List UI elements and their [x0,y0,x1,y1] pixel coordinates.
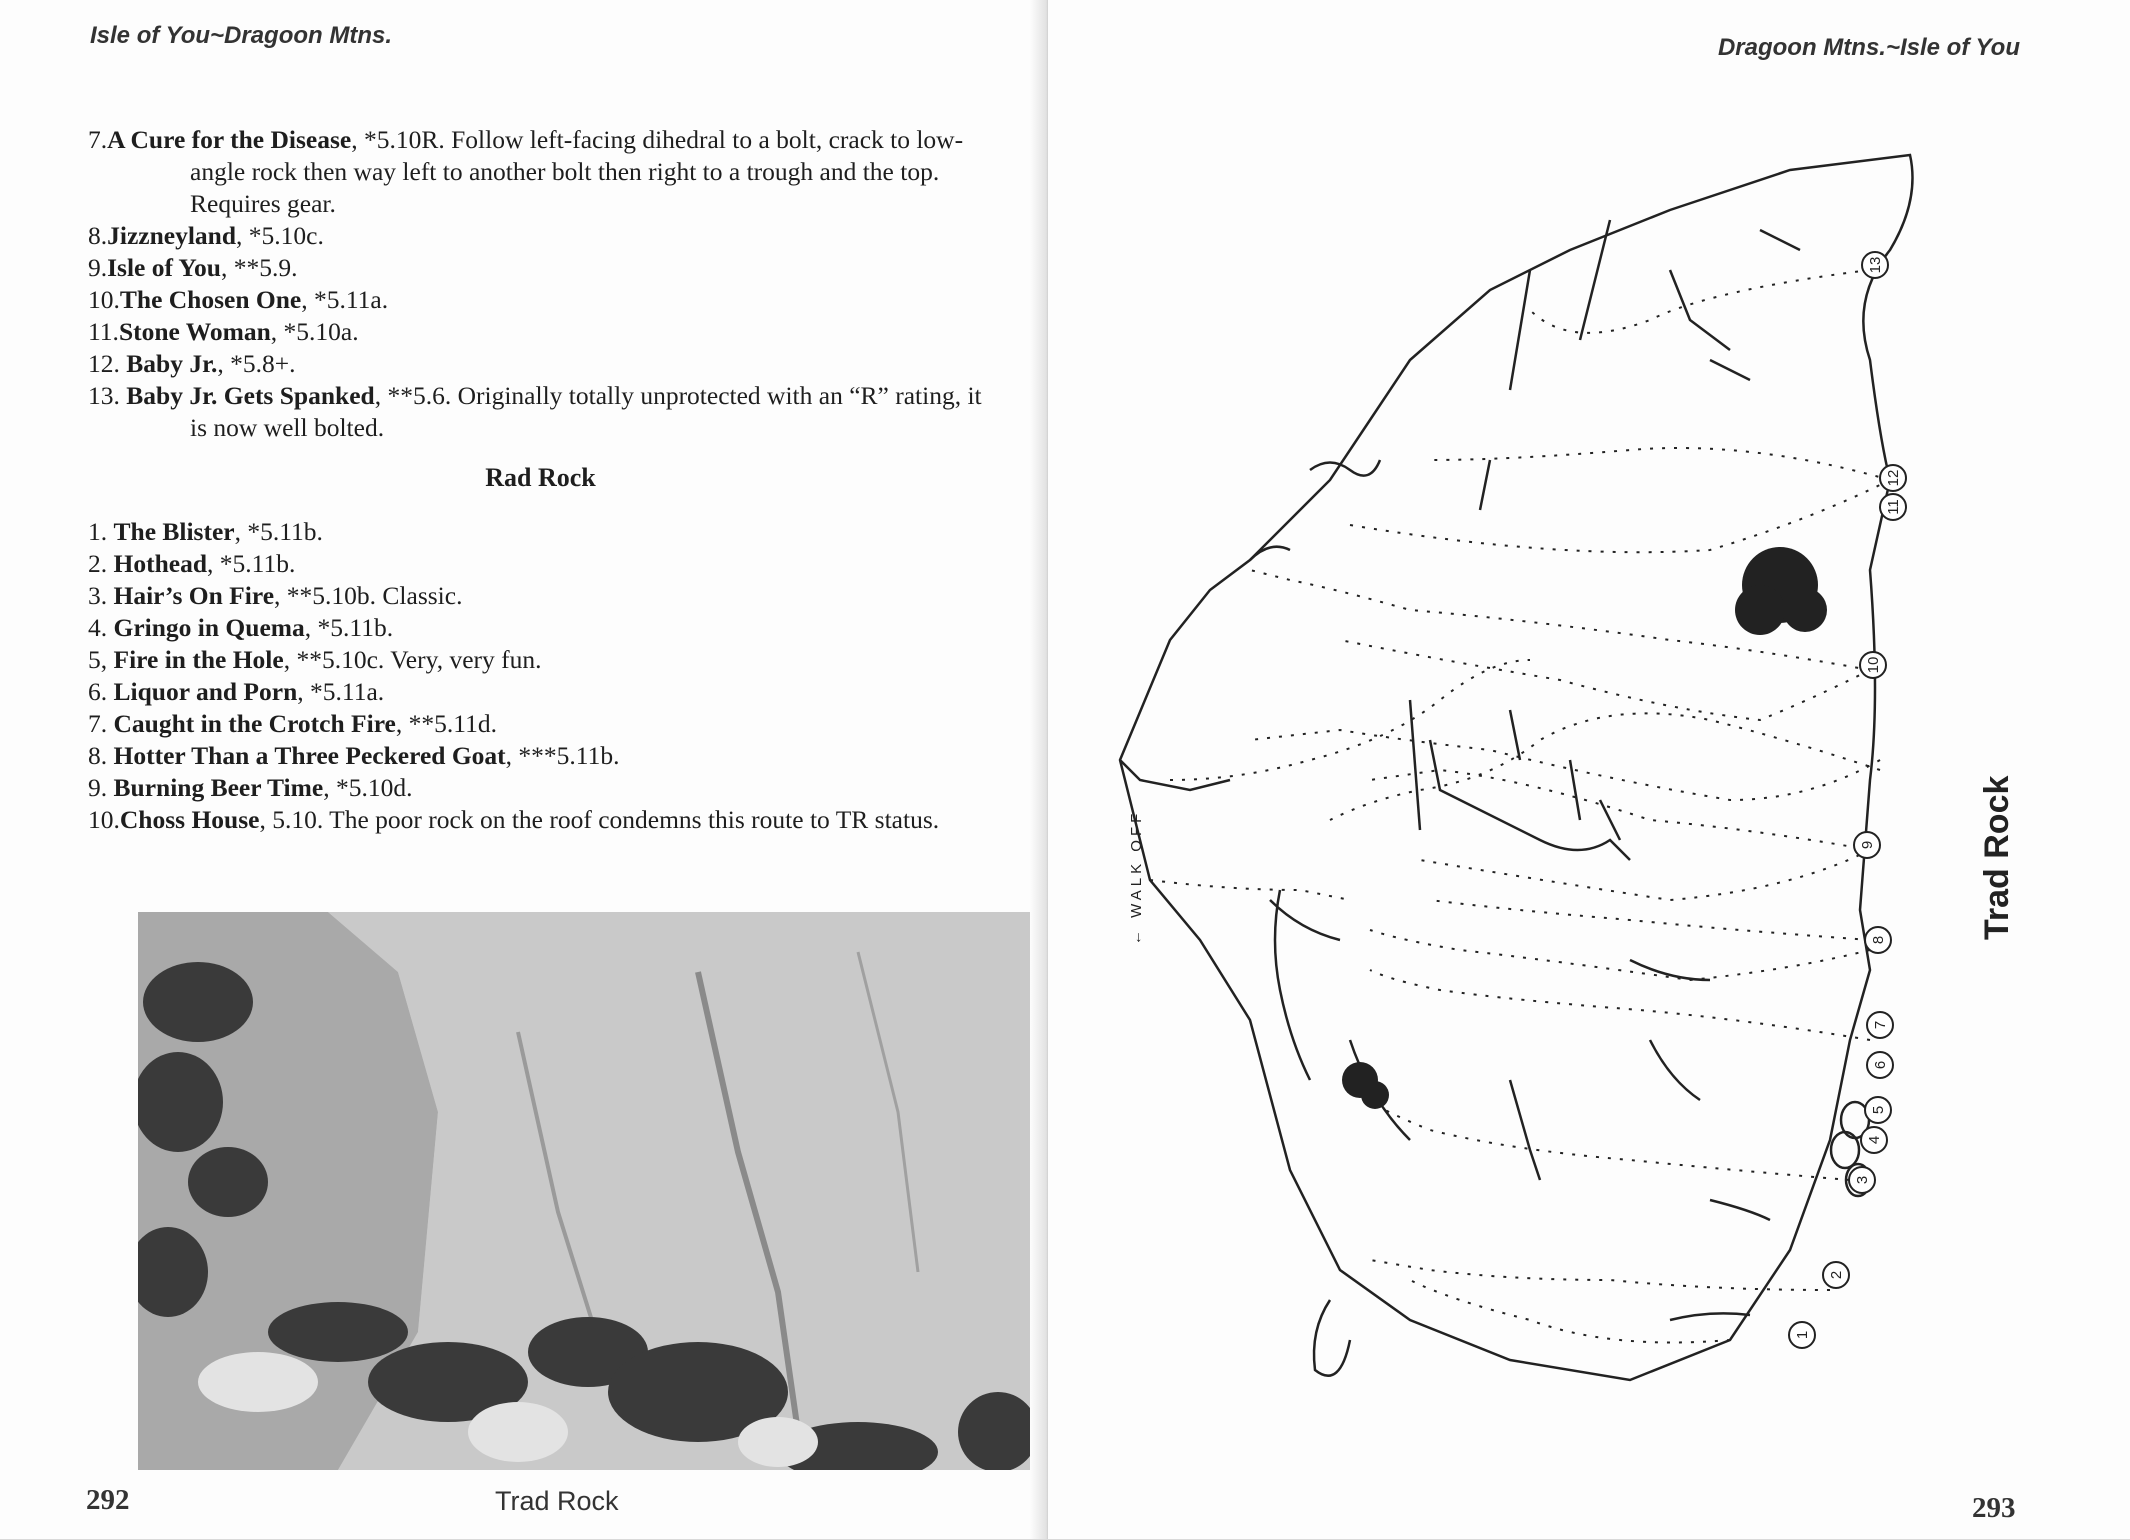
route-name: Jizzneyland [107,221,237,250]
route-number: 7. [88,709,114,738]
route-name: Hotter Than a Three Peckered Goat [113,741,506,770]
route-number: 5, [88,645,114,674]
route-entry [88,516,993,548]
route-topo-diagram [1110,140,2110,1540]
route-list-isle [88,124,993,444]
route-entry [88,548,993,580]
route-marker-8 [1865,927,1891,953]
route-name: The Blister [113,517,235,546]
route-entry [88,612,993,644]
section-heading: Rad Rock [485,463,596,492]
route-name: Fire in the Hole [113,645,284,674]
route-marker-7 [1867,1012,1893,1038]
route-entry [88,644,993,676]
route-number: 13. [88,381,127,410]
route-entry [88,676,993,708]
route-marker-10 [1860,652,1886,678]
route-description: , *5.10R. Follow left-facing dihedral to a bolt, crack to low- angle rock then way left to another bolt then right to a trough and the top. Requires gear. [190,125,964,218]
route-description: , *5.10d. [323,773,413,802]
route-name: Liquor and Porn [113,677,298,706]
page-number-left: 292 [86,1484,130,1516]
walk-off-label [1128,810,1145,945]
route-name: A Cure for the Disease [107,125,352,154]
photo-caption: Trad Rock [495,1486,619,1516]
route-marker-label: 11 [1885,499,1902,515]
route-marker-label: 12 [1885,469,1902,487]
route-marker-label: 2 [1828,1270,1845,1280]
route-number: 10. [88,805,120,834]
route-description: , **5.10c. Very, very fun. [283,645,542,674]
route-description: , 5.10. The poor rock on the roof condemns this route to TR status. [259,805,940,834]
route-marker-5 [1865,1097,1891,1123]
route-description: , *5.11a. [301,285,389,314]
route-description: , **5.6. Originally totally unprotected with an “R” rating, it is now well bolted. [190,381,982,442]
route-marker-label: 9 [1859,840,1876,850]
route-description: , *5.11b. [234,517,323,546]
route-description: , *5.11b. [207,549,296,578]
route-text [88,124,993,836]
route-number: 1. [88,517,114,546]
route-marker-label: 7 [1872,1020,1889,1030]
route-name: Hair’s On Fire [113,581,275,610]
route-name: Choss House [119,805,260,834]
route-entry [88,316,993,348]
route-name: Stone Woman [118,317,271,346]
route-name: The Chosen One [119,285,302,314]
route-marker-13 [1862,252,1888,278]
route-entry [88,804,993,836]
left-running-head: Isle of You~Dragoon Mtns. [90,22,393,49]
route-entry [88,380,993,444]
route-marker-label: 5 [1870,1105,1887,1115]
route-marker-11 [1880,494,1906,520]
left-page [0,0,1044,1539]
route-marker-2 [1823,1262,1849,1288]
route-marker-9 [1854,832,1880,858]
route-entry [88,708,993,740]
walk-off-arrow: ← [1128,917,1145,945]
route-number: 4. [88,613,114,642]
route-entry [88,348,993,380]
route-description: , **5.11d. [395,709,497,738]
route-description: , *5.8+. [217,349,296,378]
route-marker-label: 1 [1794,1330,1811,1340]
route-description: , *5.11b. [304,613,394,642]
trad-rock-photo [138,912,1030,1470]
route-name: Baby Jr. Gets Spanked [126,381,375,410]
topo-title: Trad Rock [1978,775,2016,940]
route-entry [88,124,993,220]
walk-off-text: WALK OFF [1128,809,1145,918]
route-marker-label: 10 [1865,656,1882,674]
route-name: Burning Beer Time [113,773,324,802]
route-name: Caught in the Crotch Fire [113,709,396,738]
route-number: 11. [88,317,119,346]
route-description: , *5.10a. [270,317,359,346]
route-description: , *5.11a. [297,677,385,706]
route-marker-4 [1861,1127,1887,1153]
route-number: 7. [88,125,108,154]
page-number-right: 293 [1972,1492,2016,1524]
route-marker-label: 13 [1867,256,1884,274]
route-marker-6 [1867,1052,1893,1078]
route-entry [88,772,993,804]
route-marker-1 [1789,1322,1815,1348]
route-description: , ***5.11b. [505,741,620,770]
route-number: 2. [88,549,114,578]
route-entry [88,220,993,252]
route-description: , *5.10c. [236,221,324,250]
route-name: Gringo in Quema [113,613,305,642]
route-name: Isle of You [107,253,221,282]
route-name: Hothead [113,549,208,578]
route-number: 3. [88,581,114,610]
route-marker-12 [1880,465,1906,491]
route-list-rad-rock [88,516,993,836]
right-running-head: Dragoon Mtns.~Isle of You [1717,34,2020,61]
route-entry [88,252,993,284]
cliff-photo-image [138,912,1030,1470]
route-entry [88,284,993,316]
route-entry [88,740,993,772]
route-description: , **5.9. [220,253,298,282]
route-marker-label: 8 [1870,935,1887,945]
route-number: 6. [88,677,114,706]
route-marker-label: 3 [1854,1175,1871,1185]
route-description: , **5.10b. Classic. [274,581,463,610]
route-number: 12. [88,349,127,378]
route-name: Baby Jr. [126,349,218,378]
route-number: 10. [88,285,120,314]
route-marker-label: 4 [1866,1135,1883,1145]
route-number: 9. [88,253,108,282]
route-number: 8. [88,741,114,770]
route-marker-3 [1849,1167,1875,1193]
route-entry [88,580,993,612]
route-marker-label: 6 [1872,1060,1889,1070]
route-number: 9. [88,773,114,802]
route-number: 8. [88,221,108,250]
